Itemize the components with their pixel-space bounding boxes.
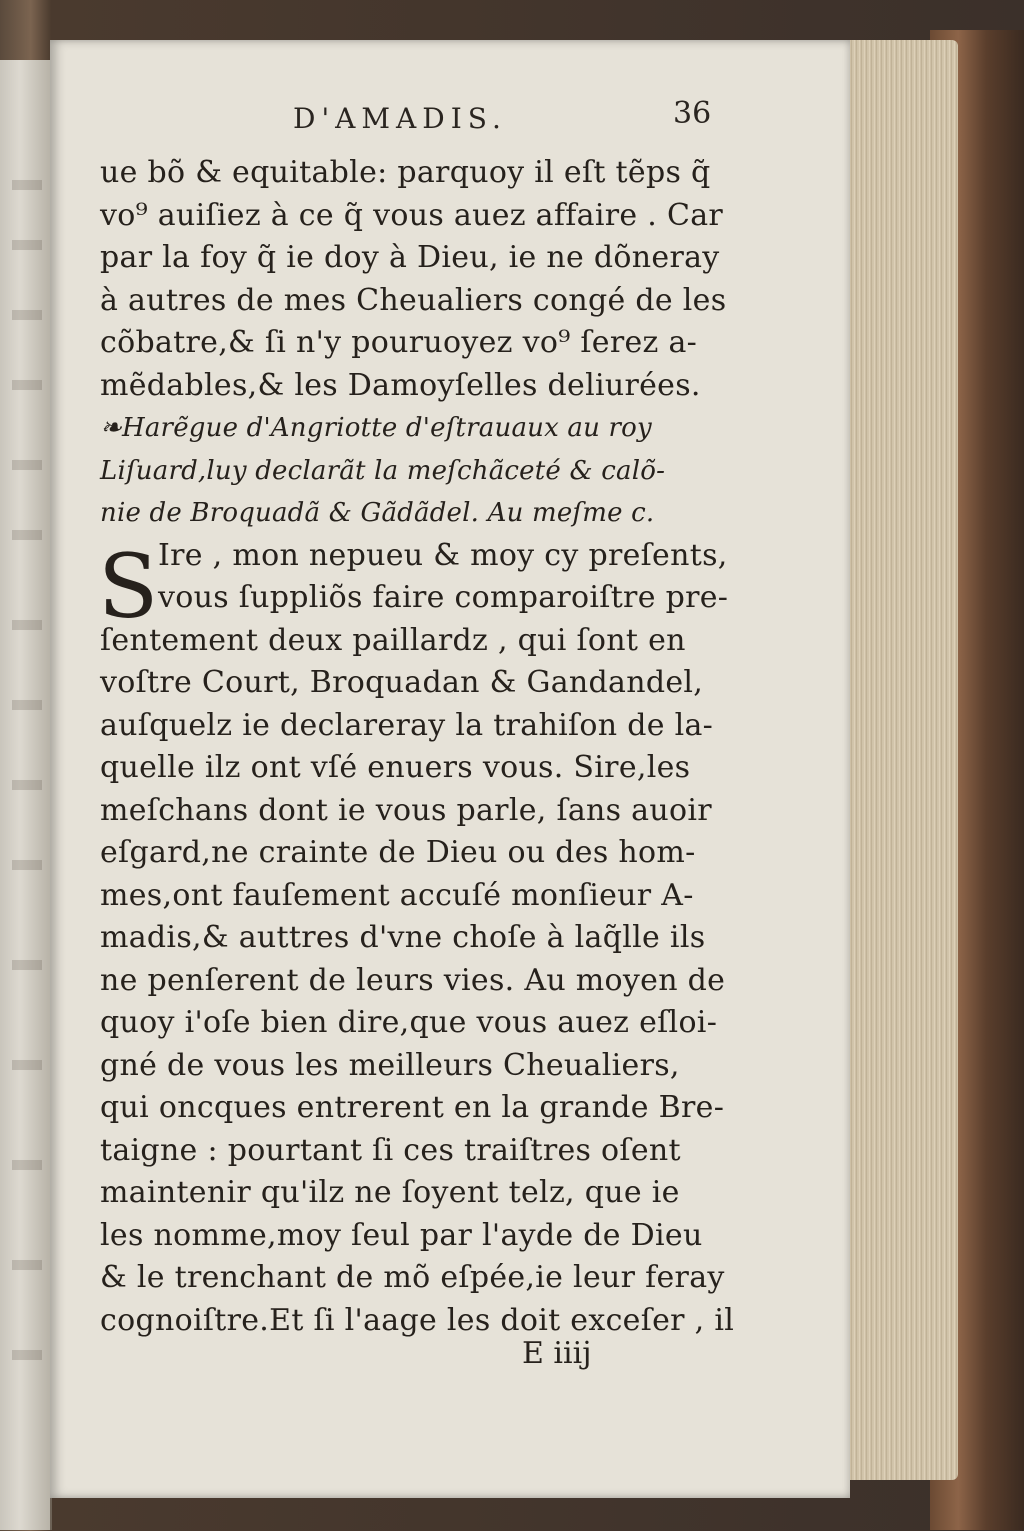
text-line: taigne : pourtant ſi ces traiſtres oſent bbox=[100, 1132, 681, 1168]
text-line: ne penſerent de leurs vies. Au moyen de bbox=[100, 962, 726, 998]
signature-mark: E iiij bbox=[522, 1336, 592, 1371]
text-line: mẽdables,& les Damoyſelles deliurées. bbox=[100, 367, 701, 403]
text-line: les nomme,moy ſeul par l'ayde de Dieu bbox=[100, 1217, 703, 1253]
speech-opening bbox=[98, 534, 790, 638]
text-line: voſtre Court, Broquadan & Gandandel, bbox=[100, 665, 704, 700]
running-head bbox=[50, 96, 850, 142]
text-line: maintenir qu'ilz ne ſoyent telz, que ie bbox=[100, 1175, 680, 1210]
page-block-edge bbox=[848, 40, 958, 1480]
text-line: & le trenchant de mõ eſpée,ie leur feray bbox=[100, 1260, 725, 1295]
text-line: ue bõ & equitable: parquoy il eſt tẽps q̃ bbox=[100, 155, 711, 190]
text-line: Ire , mon nepueu & moy cy preſents, bbox=[158, 537, 728, 573]
text-line: ſentement deux paillardz , qui ſont en bbox=[100, 622, 686, 658]
text-line: cõbatre,& ſi n'y pouruoyez vo⁹ ſerez a- bbox=[100, 325, 698, 360]
text-line: gné de vous les meilleurs Cheualiers, bbox=[100, 1047, 680, 1083]
page-number: 36 bbox=[673, 96, 712, 131]
text-line: auſquelz ie declareray la trahiſon de la- bbox=[100, 707, 714, 743]
book-page bbox=[50, 40, 850, 1498]
chapter-rubric-line: Liſuard,luy declarãt la meſchãceté & calõ- bbox=[100, 455, 666, 486]
text-line: par la foy q̃ ie doy à Dieu, ie ne dõneray bbox=[100, 240, 720, 275]
facing-page-edge bbox=[0, 60, 52, 1530]
running-title: D'AMADIS. bbox=[293, 102, 507, 135]
text-line: madis,& auttres d'vne choſe à laq̃lle ils bbox=[100, 920, 706, 955]
text-line: meſchans dont ie vous parle, ſans auoir bbox=[100, 792, 712, 828]
chapter-rubric-line: ❧Harẽgue d'Angriotte d'eſtrauaux au roy bbox=[100, 413, 652, 443]
text-line: quoy i'oſe bien dire,que vous auez eſloi- bbox=[100, 1005, 718, 1040]
drop-capital: S bbox=[98, 534, 159, 638]
text-line: cognoiſtre.Et ſi l'aage les doit exceſer , il bbox=[100, 1302, 735, 1338]
text-line: qui oncques entrerent en la grande Bre- bbox=[100, 1090, 725, 1125]
text-line: vo⁹ auiſiez à ce q̃ vous auez affaire . Car bbox=[100, 197, 724, 233]
text-line: eſgard,ne crainte de Dieu ou des hom- bbox=[100, 835, 696, 870]
chapter-rubric-line: nie de Broquadã & Gãdãdel. Au meſme c. bbox=[100, 498, 655, 528]
page-text bbox=[100, 152, 790, 1342]
text-line: vous ſuppliõs faire comparoiſtre pre- bbox=[158, 580, 729, 615]
text-line: quelle ilz ont vſé enuers vous. Sire,les bbox=[100, 750, 691, 785]
text-line: mes,ont fauſement accuſé monſieur A- bbox=[100, 877, 694, 913]
text-line: à autres de mes Cheualiers congé de les bbox=[100, 282, 727, 318]
